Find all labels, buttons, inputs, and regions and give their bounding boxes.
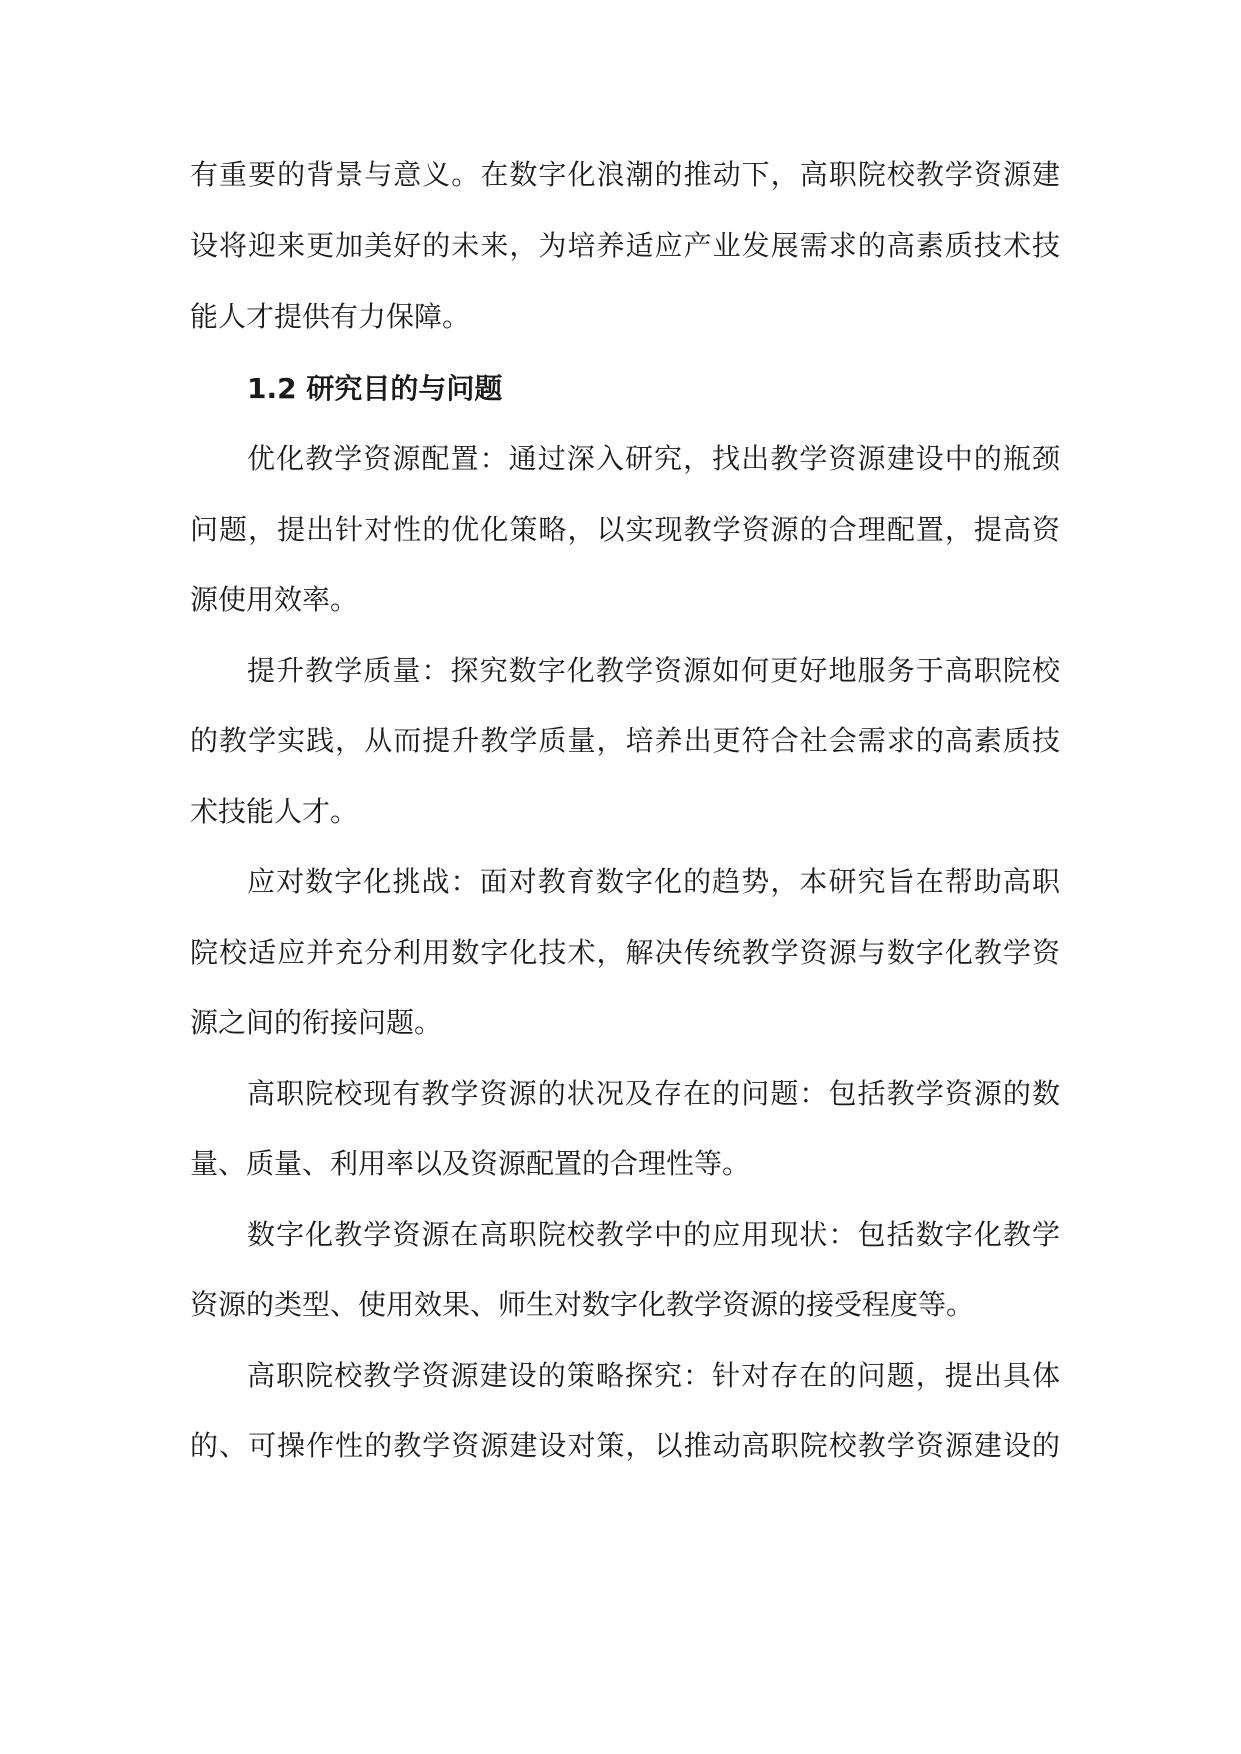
paragraph-6-line-1: 高职院校教学资源建设的策略探究：针对存在的问题，提出具体 <box>247 1359 1060 1392</box>
paragraph-1-line-2: 问题，提出针对性的优化策略，以实现教学资源的合理配置，提高资 <box>190 513 1060 546</box>
paragraph-4-line-2: 量、质量、利用率以及资源配置的合理性等。 <box>190 1147 751 1180</box>
paragraph-3-line-3: 源之间的衔接问题。 <box>190 1006 443 1039</box>
intro-line-1: 有重要的背景与意义。在数字化浪潮的推动下，高职院校教学资源建 <box>190 158 1060 191</box>
paragraph-2-line-2: 的教学实践，从而提升教学质量，培养出更符合社会需求的高素质技 <box>190 724 1060 757</box>
paragraph-3-line-1: 应对数字化挑战：面对教育数字化的趋势，本研究旨在帮助高职 <box>247 865 1060 898</box>
paragraph-3-line-2: 院校适应并充分利用数字化技术，解决传统教学资源与数字化教学资 <box>190 936 1060 969</box>
section-heading: 1.2 研究目的与问题 <box>247 372 503 405</box>
paragraph-5-line-1: 数字化教学资源在高职院校教学中的应用现状：包括数字化教学 <box>247 1218 1060 1251</box>
paragraph-2-line-1: 提升教学质量：探究数字化教学资源如何更好地服务于高职院校 <box>247 654 1060 687</box>
paragraph-1-line-3: 源使用效率。 <box>190 583 359 616</box>
paragraph-5-line-2: 资源的类型、使用效果、师生对数字化教学资源的接受程度等。 <box>190 1288 975 1321</box>
intro-line-3: 能人才提供有力保障。 <box>190 300 471 333</box>
paragraph-4-line-1: 高职院校现有教学资源的状况及存在的问题：包括教学资源的数 <box>247 1077 1060 1110</box>
paragraph-2-line-3: 术技能人才。 <box>190 795 359 828</box>
paragraph-1-line-1: 优化教学资源配置：通过深入研究，找出教学资源建设中的瓶颈 <box>247 442 1060 475</box>
intro-line-2: 设将迎来更加美好的未来，为培养适应产业发展需求的高素质技术技 <box>190 229 1060 262</box>
paragraph-6-line-2: 的、可操作性的教学资源建设对策，以推动高职院校教学资源建设的 <box>190 1429 1060 1462</box>
